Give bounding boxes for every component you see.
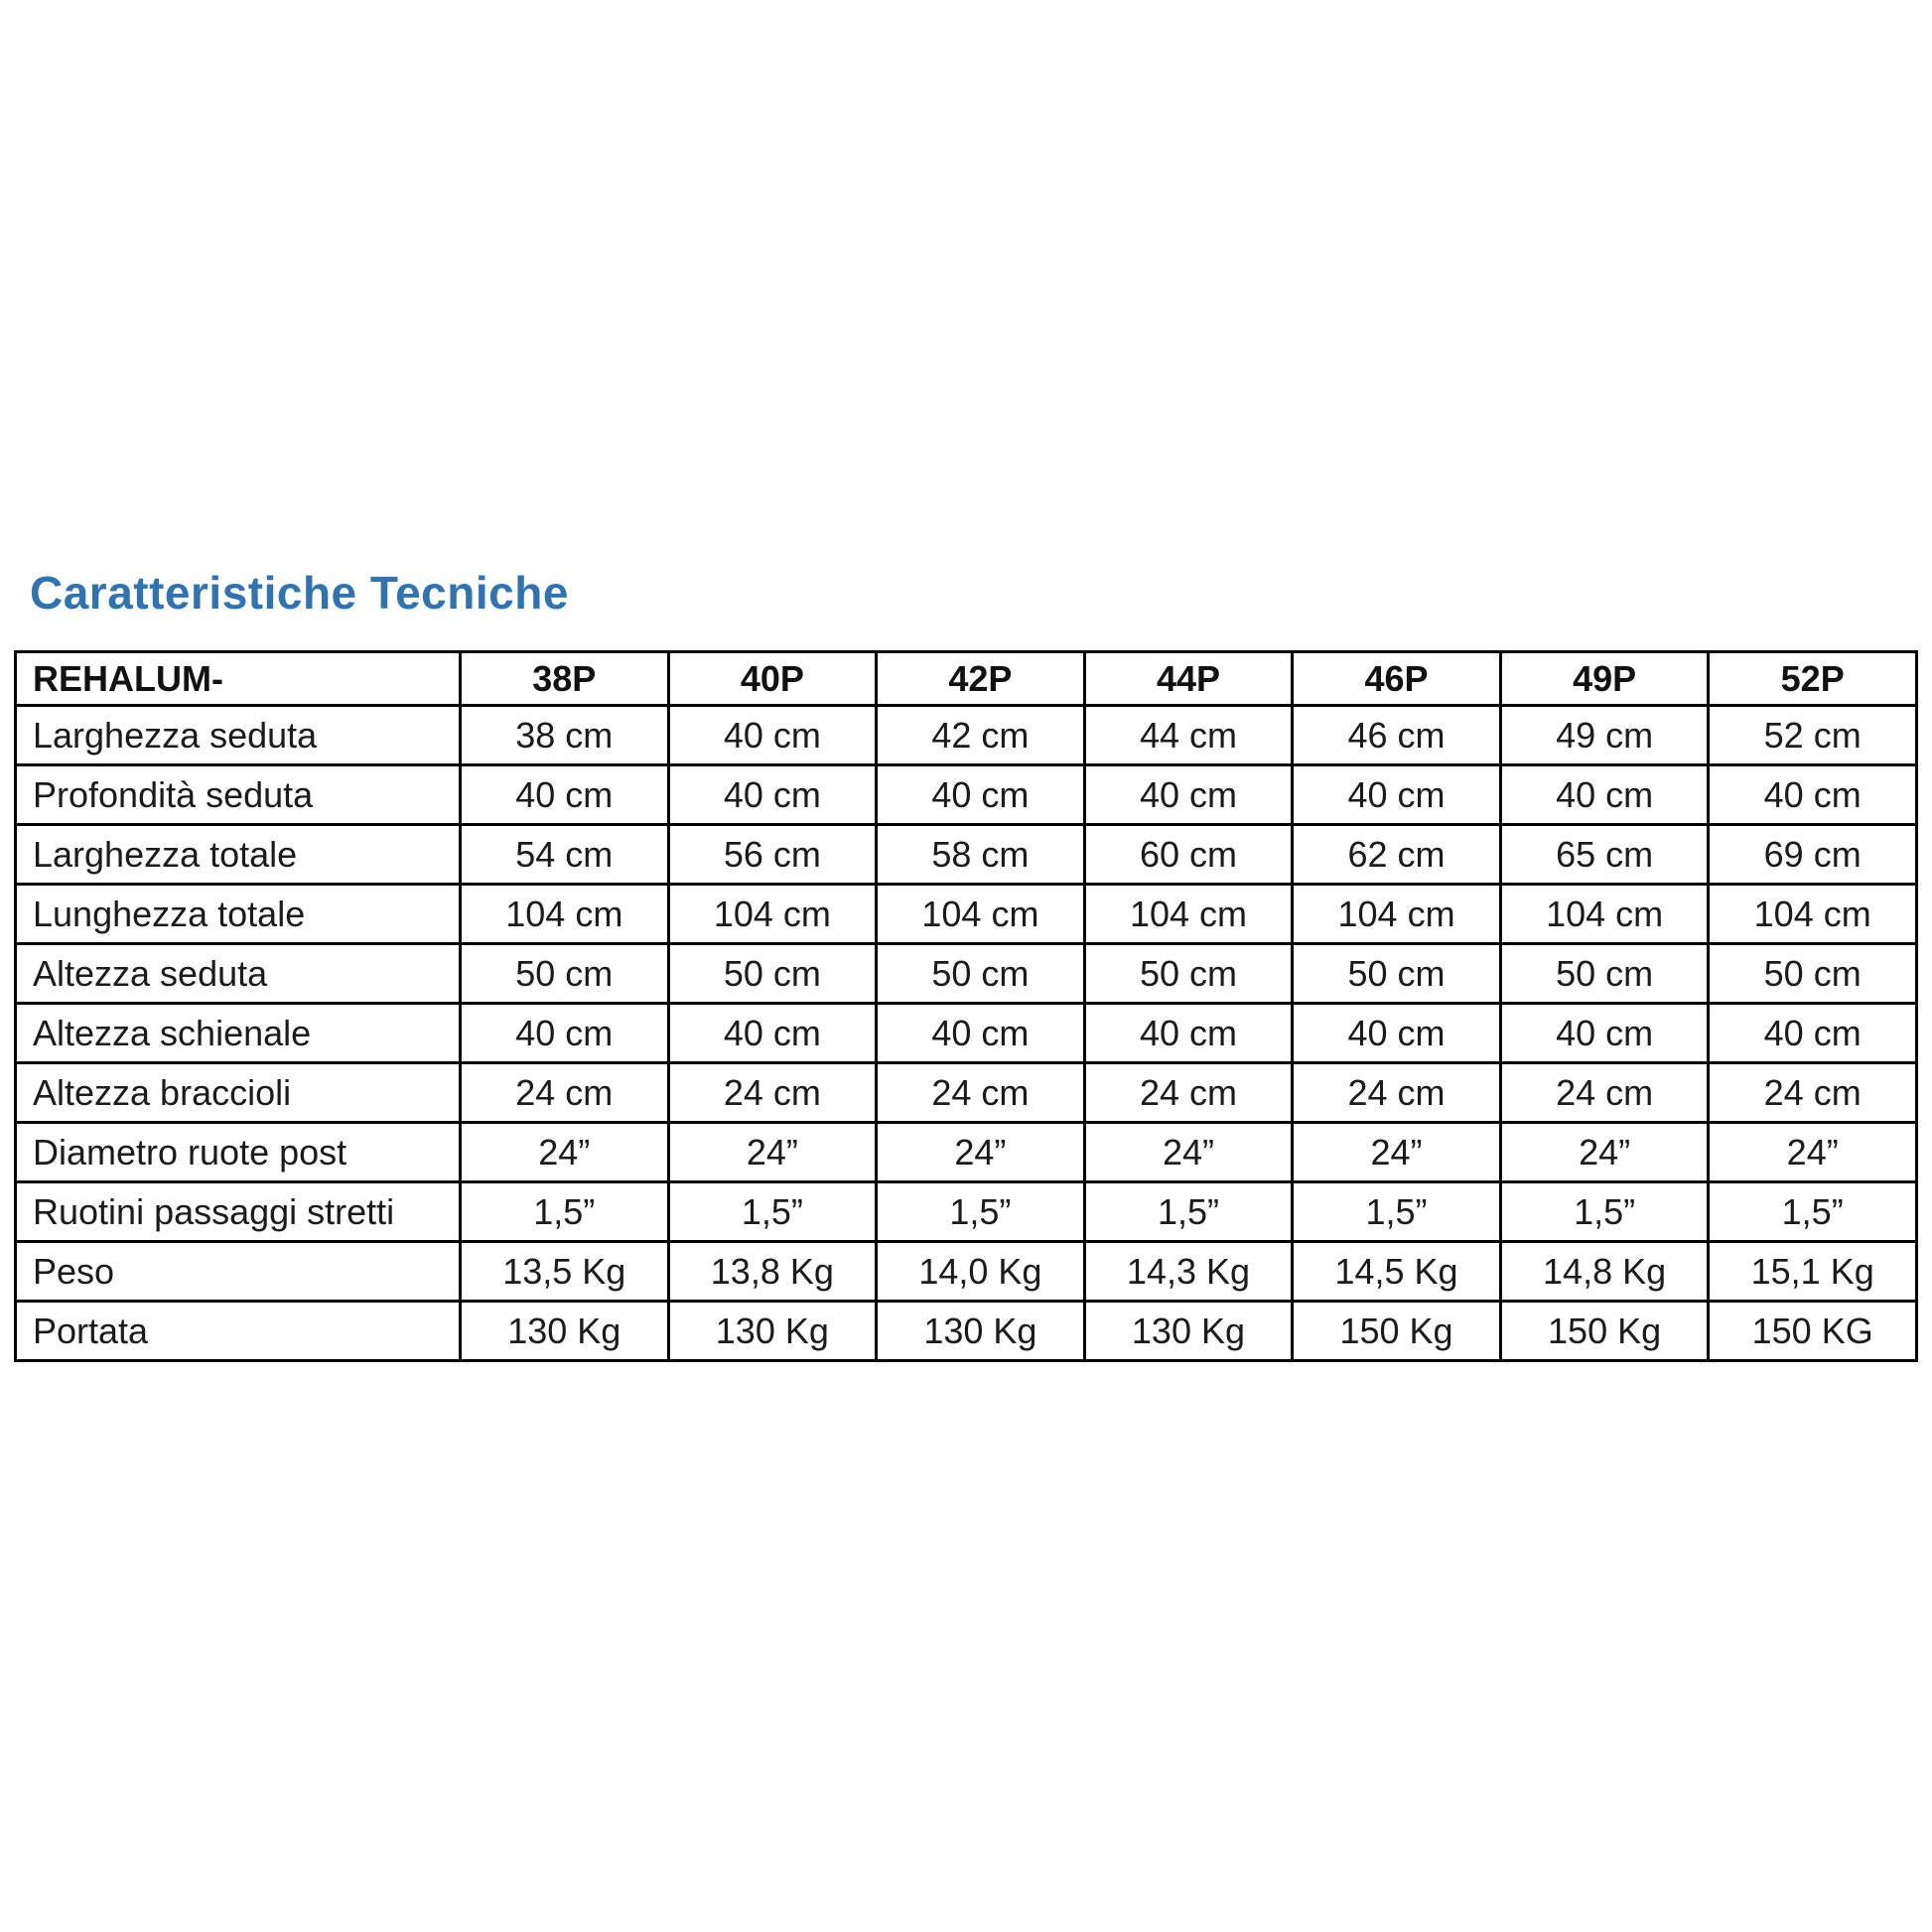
table-cell: 14,0 Kg [877,1242,1085,1302]
table-cell: 24 cm [1500,1063,1709,1123]
table-cell: 13,8 Kg [668,1242,877,1302]
column-header-40p: 40P [668,652,877,706]
table-cell: 24 cm [1709,1063,1917,1123]
table-cell: 42 cm [877,706,1085,765]
column-header-44p: 44P [1084,652,1293,706]
table-body [16,706,1917,1361]
row-label: Larghezza seduta [16,706,461,765]
table-cell: 24 cm [1084,1063,1293,1123]
table-cell: 50 cm [461,944,669,1004]
table-row [16,1182,1917,1242]
table-cell: 24” [1709,1123,1917,1182]
table-row [16,1302,1917,1361]
table-cell: 46 cm [1293,706,1501,765]
table-cell: 130 Kg [1084,1302,1293,1361]
table-cell: 50 cm [877,944,1085,1004]
table-cell: 24 cm [668,1063,877,1123]
row-label: Larghezza totale [16,825,461,885]
table-cell: 40 cm [1084,765,1293,825]
table-cell: 1,5” [1293,1182,1501,1242]
column-header-52p: 52P [1709,652,1917,706]
table-cell: 50 cm [1500,944,1709,1004]
table-cell: 24” [1500,1123,1709,1182]
table-cell: 150 Kg [1293,1302,1501,1361]
table-cell: 40 cm [877,1004,1085,1063]
table-cell: 40 cm [1709,765,1917,825]
table-cell: 40 cm [461,765,669,825]
table-cell: 40 cm [1084,1004,1293,1063]
table-row [16,885,1917,944]
table-cell: 1,5” [668,1182,877,1242]
table-cell: 1,5” [1084,1182,1293,1242]
row-label: Profondità seduta [16,765,461,825]
table-cell: 24 cm [877,1063,1085,1123]
table-cell: 1,5” [1500,1182,1709,1242]
table-cell: 24” [1084,1123,1293,1182]
row-label: Altezza seduta [16,944,461,1004]
table-cell: 104 cm [1709,885,1917,944]
row-label: Portata [16,1302,461,1361]
column-header-49p: 49P [1500,652,1709,706]
table-cell: 1,5” [1709,1182,1917,1242]
table-cell: 60 cm [1084,825,1293,885]
table-cell: 24 cm [461,1063,669,1123]
table-row [16,765,1917,825]
column-header-46p: 46P [1293,652,1501,706]
table-row [16,1123,1917,1182]
row-label: Lunghezza totale [16,885,461,944]
row-label: Diametro ruote post [16,1123,461,1182]
row-label: Altezza braccioli [16,1063,461,1123]
table-cell: 50 cm [1293,944,1501,1004]
table-cell: 40 cm [668,706,877,765]
table-cell: 69 cm [1709,825,1917,885]
table-cell: 150 KG [1709,1302,1917,1361]
table-cell: 15,1 Kg [1709,1242,1917,1302]
table-cell: 40 cm [1500,765,1709,825]
table-cell: 49 cm [1500,706,1709,765]
table-cell: 104 cm [1500,885,1709,944]
table-cell: 24” [668,1123,877,1182]
column-header-38p: 38P [461,652,669,706]
table-cell: 130 Kg [461,1302,669,1361]
table-cell: 14,8 Kg [1500,1242,1709,1302]
table-cell: 54 cm [461,825,669,885]
table-header-row [16,652,1917,706]
table-row [16,1063,1917,1123]
table-cell: 65 cm [1500,825,1709,885]
table-cell: 130 Kg [877,1302,1085,1361]
table-cell: 40 cm [668,765,877,825]
table-cell: 40 cm [1293,1004,1501,1063]
table-cell: 38 cm [461,706,669,765]
table-cell: 40 cm [1709,1004,1917,1063]
table-row [16,1004,1917,1063]
spec-table [14,650,1918,1362]
table-cell: 130 Kg [668,1302,877,1361]
table-cell: 14,3 Kg [1084,1242,1293,1302]
table-cell: 24” [877,1123,1085,1182]
table-cell: 104 cm [1084,885,1293,944]
table-row [16,1242,1917,1302]
table-cell: 150 Kg [1500,1302,1709,1361]
table-cell: 50 cm [668,944,877,1004]
table-cell: 1,5” [461,1182,669,1242]
table-cell: 50 cm [1084,944,1293,1004]
table-row [16,706,1917,765]
table-cell: 1,5” [877,1182,1085,1242]
table-cell: 13,5 Kg [461,1242,669,1302]
table-cell: 104 cm [877,885,1085,944]
table-cell: 44 cm [1084,706,1293,765]
table-cell: 104 cm [1293,885,1501,944]
table-cell: 40 cm [668,1004,877,1063]
row-label: Altezza schienale [16,1004,461,1063]
table-cell: 40 cm [877,765,1085,825]
table-cell: 104 cm [461,885,669,944]
row-label: Peso [16,1242,461,1302]
table-cell: 40 cm [461,1004,669,1063]
table-cell: 24” [1293,1123,1501,1182]
page-title: Caratteristiche Tecniche [30,567,569,619]
column-header-42p: 42P [877,652,1085,706]
table-cell: 50 cm [1709,944,1917,1004]
row-label: Ruotini passaggi stretti [16,1182,461,1242]
table-row [16,825,1917,885]
table-header-label: REHALUM- [16,652,461,706]
table-cell: 104 cm [668,885,877,944]
table-cell: 62 cm [1293,825,1501,885]
table-cell: 58 cm [877,825,1085,885]
table-row [16,944,1917,1004]
table-cell: 14,5 Kg [1293,1242,1501,1302]
table-cell: 40 cm [1293,765,1501,825]
table-cell: 56 cm [668,825,877,885]
table-cell: 52 cm [1709,706,1917,765]
table-cell: 40 cm [1500,1004,1709,1063]
table-cell: 24 cm [1293,1063,1501,1123]
table-cell: 24” [461,1123,669,1182]
